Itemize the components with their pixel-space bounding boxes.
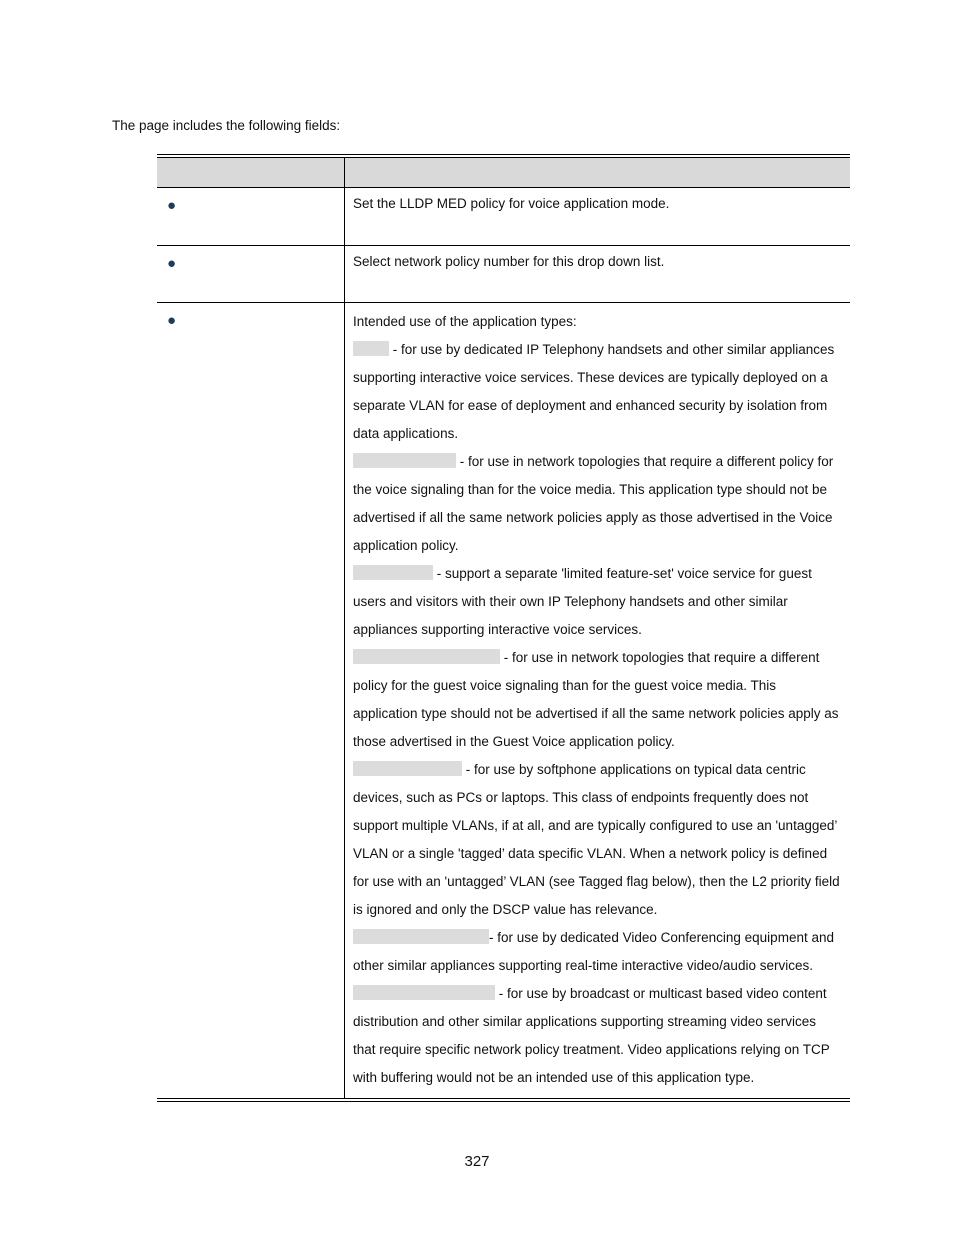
redacted-label bbox=[353, 761, 462, 776]
redacted-label bbox=[353, 985, 495, 1000]
description-cell bbox=[345, 303, 850, 1098]
app-type-item: - for use in network topologies that require a different policy for the voice signaling than for the voice media. This application type should not be advertised if all the same network policies apply as those advertised in the Voice application policy. bbox=[353, 454, 834, 553]
redacted-label bbox=[353, 929, 489, 944]
description-cell: Set the LLDP MED policy for voice application mode. bbox=[353, 196, 670, 211]
table-row bbox=[157, 246, 850, 303]
description-cell: Select network policy number for this drop down list. bbox=[353, 254, 665, 269]
app-type-item: - for use by dedicated Video Conferencing equipment and other similar appliances supporting real-time interactive video/audio services. bbox=[353, 930, 834, 973]
redacted-label bbox=[353, 341, 389, 356]
redacted-label bbox=[353, 649, 500, 664]
header-description-cell bbox=[345, 158, 850, 187]
app-type-item: - for use by softphone applications on typical data centric devices, such as PCs or laptops. This class of endpoints frequently does not support multiple VLANs, if at all, and are typically configured to use an 'untagged’ VLAN or a single 'tagged’ data specific VLAN. When a network policy is defined for use with an 'untagged’ VLAN (see Tagged flag below), then the L2 priority field is ignored and only the DSCP value has relevance. bbox=[353, 762, 840, 917]
object-cell bbox=[157, 303, 345, 1098]
app-type-item: - support a separate 'limited feature-set' voice service for guest users and visitors with their own IP Telephony handsets and other similar appliances supporting interactive voice services. bbox=[353, 566, 812, 637]
intro-text: The page includes the following fields: bbox=[112, 118, 341, 133]
fields-table bbox=[157, 154, 850, 1102]
header-object-cell bbox=[157, 158, 345, 187]
page-number: 327 bbox=[464, 1153, 490, 1170]
app-type-item: - for use in network topologies that require a different policy for the guest voice signaling than for the guest voice media. This application type should not be advertised if all the same network policies apply as those advertised in the Guest Voice application policy. bbox=[353, 650, 839, 749]
bullet-icon: ● bbox=[167, 312, 177, 329]
app-type-item: - for use by broadcast or multicast based video content distribution and other similar applications supporting streaming video services that require specific network policy treatment. Video applications relying on TCP with buffering would not be an intended use of this application type. bbox=[353, 986, 830, 1085]
object-cell bbox=[157, 246, 345, 302]
table-row bbox=[157, 188, 850, 246]
table-row bbox=[157, 303, 850, 1098]
redacted-label bbox=[353, 453, 456, 468]
bullet-icon: ● bbox=[167, 255, 177, 272]
redacted-label bbox=[353, 565, 433, 580]
app-type-item: - for use by dedicated IP Telephony handsets and other similar appliances supporting interactive voice services. These devices are typically deployed on a separate VLAN for ease of deployment and enhanced security by isolation from data applications. bbox=[353, 342, 835, 441]
table-header bbox=[157, 158, 850, 188]
bullet-icon: ● bbox=[167, 197, 177, 214]
object-cell bbox=[157, 188, 345, 245]
application-type-intro: Intended use of the application types: bbox=[353, 314, 577, 329]
